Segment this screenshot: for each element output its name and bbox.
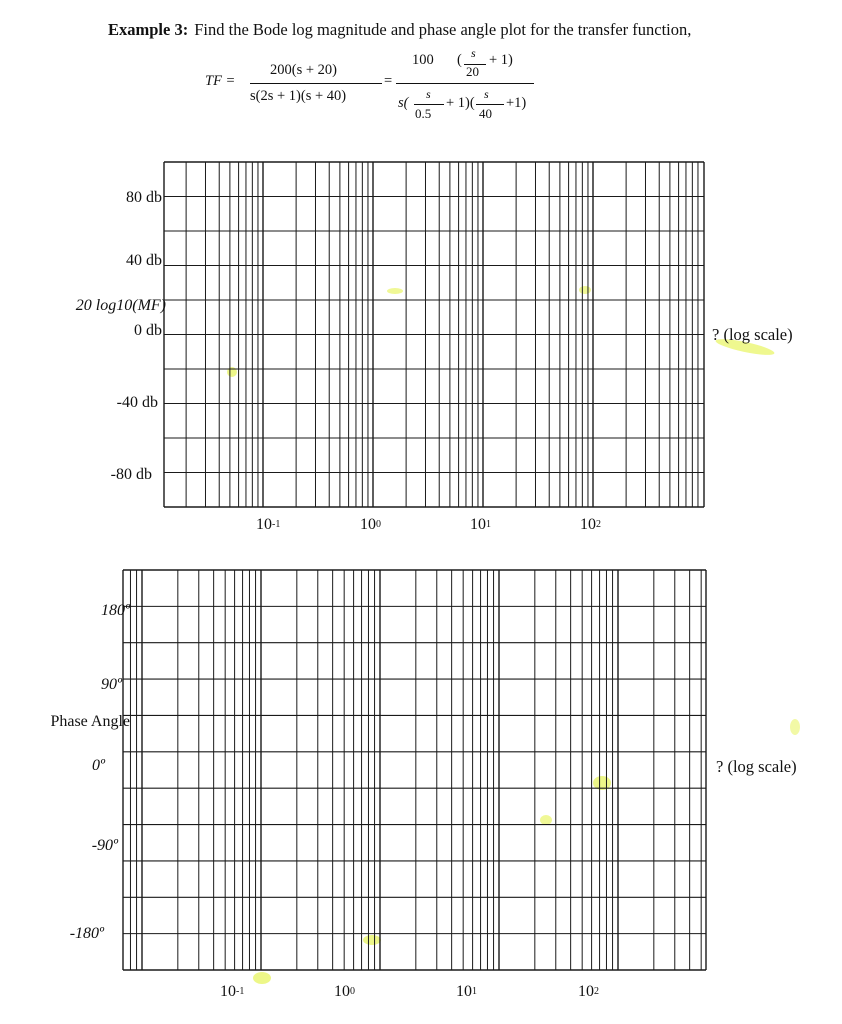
phase-x-axis-note: ? (log scale) (716, 757, 797, 776)
mag-x-tick-10: $10^1$ (470, 516, 491, 533)
tf-den2-frac2-s: s (484, 87, 489, 101)
phase-y-axis-title: Phase Angle (50, 713, 130, 730)
tf-num2-div: 20 (466, 64, 479, 79)
mag-x-tick-0.1: $10^{-1}$ (256, 516, 281, 533)
mag-y-tick-neg40: -40 db (116, 394, 158, 411)
tf-num2-s: s (471, 46, 476, 60)
tf-den2-prefix: s( (398, 95, 409, 111)
tf-numerator-1: 200(s + 20) (270, 62, 337, 78)
phase-y-tick-0: 0º (92, 757, 105, 774)
phase-x-tick-1: $10^0$ (334, 983, 355, 1000)
phase-x-tick-0.1: $10^{-1}$ (220, 983, 245, 1000)
highlighter-spot (790, 719, 800, 735)
mag-y-tick-0: 0 db (134, 322, 162, 339)
mag-y-tick-40: 40 db (126, 252, 162, 269)
mag-y-axis-title: 20 log10(MF) (75, 297, 166, 314)
tf-lhs: TF = (205, 73, 236, 89)
mag-x-axis-note: ? (log scale) (712, 325, 793, 344)
highlighter-spot (253, 972, 271, 984)
tf-den2-frac1-div: 0.5 (415, 106, 432, 121)
phase-y-tick-neg90: -90º (91, 837, 118, 854)
phase-grid (123, 570, 706, 970)
mag-y-tick-neg80: -80 db (110, 466, 152, 483)
tf-gain: 100 (412, 52, 434, 68)
phase-y-tick-180: 180º (101, 602, 130, 619)
phase-y-tick-neg180: -180º (69, 925, 104, 942)
tf-equals: = (384, 73, 393, 89)
highlighter-marks (227, 286, 800, 984)
tf-denominator-1: s(2s + 1)(s + 40) (250, 88, 347, 104)
example-label: Example 3: (108, 20, 189, 39)
highlighter-spot (540, 815, 552, 825)
tf-den2-frac1-s: s (426, 87, 431, 101)
highlighter-spot (579, 286, 591, 294)
phase-x-tick-10: $10^1$ (456, 983, 477, 1000)
tf-den2-tail: +1) (506, 95, 527, 111)
mag-x-tick-100: $10^2$ (580, 516, 601, 533)
phase-y-tick-90: 90º (101, 676, 122, 693)
highlighter-spot (387, 288, 403, 294)
tf-num2-open: ( (457, 52, 462, 68)
tf-den2-frac2-div: 40 (479, 106, 492, 121)
tf-den2-mid: + 1)( (446, 95, 475, 111)
problem-prompt: Find the Bode log magnitude and phase angle plot for the transfer function, (194, 20, 692, 39)
mag-y-tick-80: 80 db (126, 189, 162, 206)
phase-x-tick-100: $10^2$ (578, 983, 599, 1000)
magnitude-grid (164, 162, 704, 507)
highlighter-spot (363, 935, 381, 945)
mag-x-tick-1: $10^0$ (360, 516, 381, 533)
tf-num2-tail: + 1) (489, 52, 513, 68)
